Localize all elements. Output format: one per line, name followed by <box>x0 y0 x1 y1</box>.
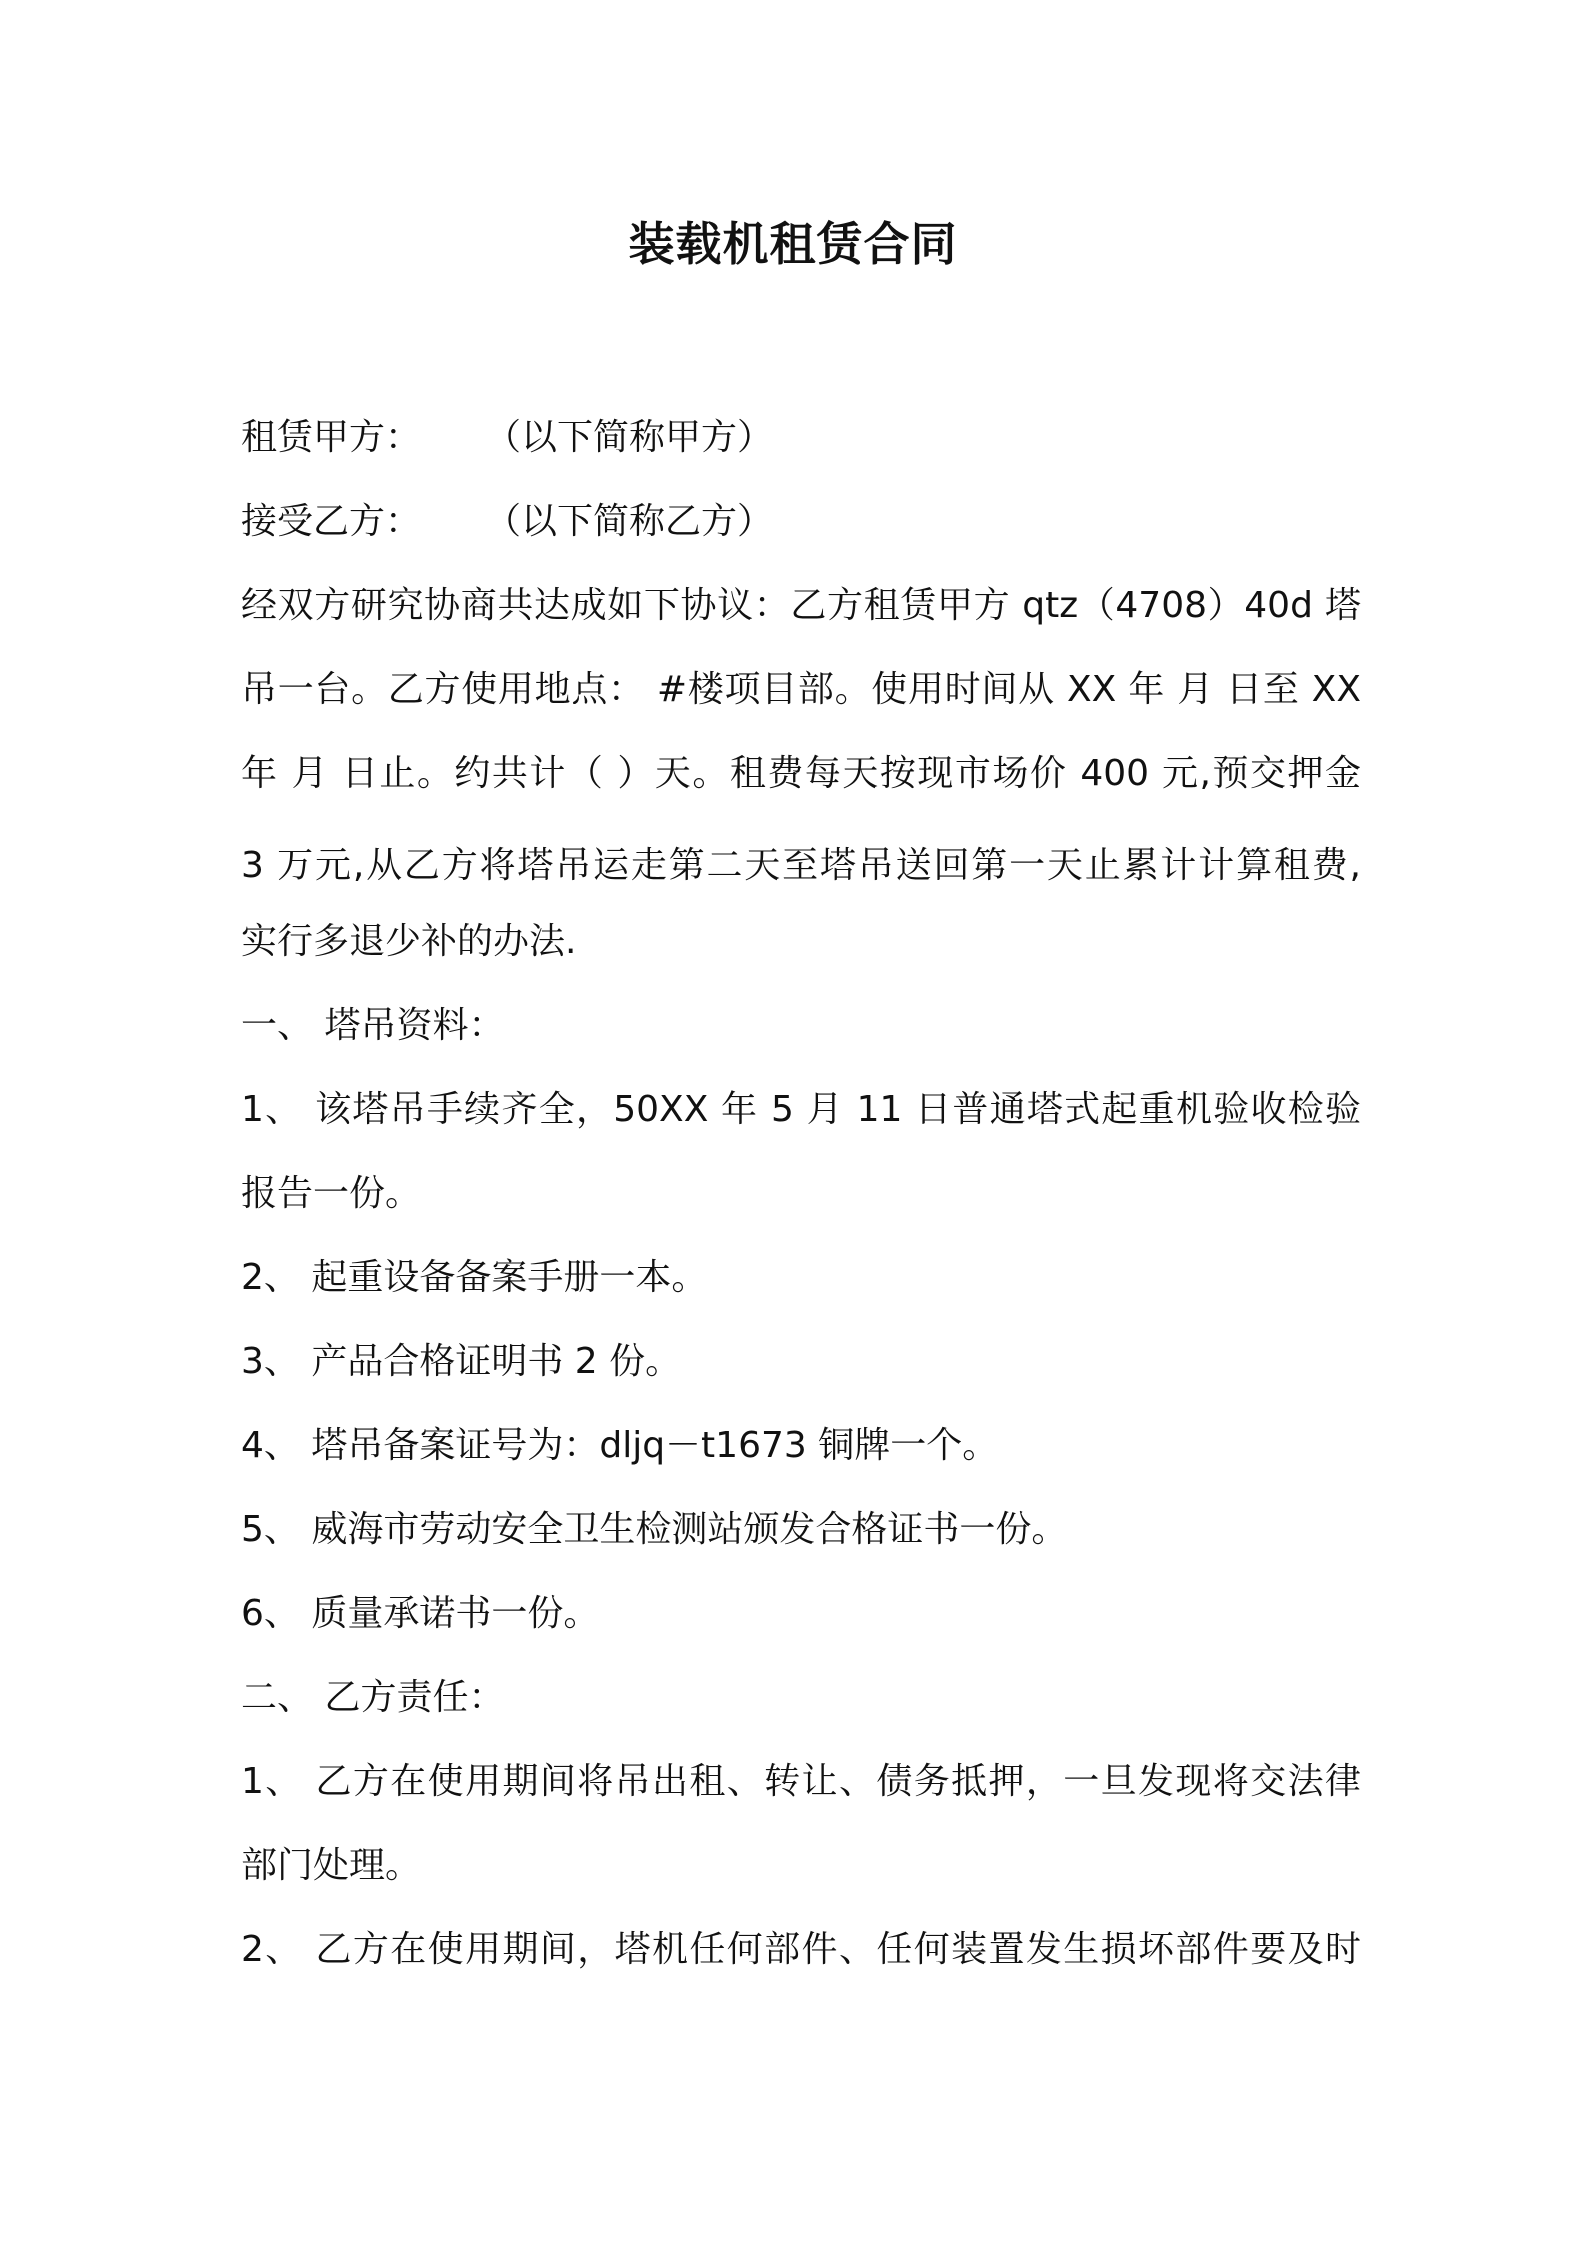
section-1-line-1: 1、 该塔吊手续齐全，50XX 年 5 月 11 日普通塔式起重机验收检验 <box>241 1089 1361 1130</box>
agreement-line-4: 3 万元,从乙方将塔吊运走第二天至塔吊送回第一天止累计计算租费, <box>241 845 1361 886</box>
agreement-line-3: 年 月 日止。约共计（ ）天。租费每天按现市场价 400 元,预交押金 <box>241 753 1361 794</box>
section-2-heading: 二、 乙方责任： <box>241 1677 505 1718</box>
section-1-line-6: 5、 威海市劳动安全卫生检测站颁发合格证书一份。 <box>241 1509 1068 1550</box>
party-b-label: 接受乙方： <box>241 501 422 542</box>
party-a-label: 租赁甲方： <box>241 417 422 458</box>
section-1-heading: 一、 塔吊资料： <box>241 1005 505 1046</box>
party-a-note: （以下简称甲方） <box>485 417 774 458</box>
party-b-note: （以下简称乙方） <box>485 501 774 542</box>
party-b-line <box>241 496 1361 548</box>
section-1-line-7: 6、 质量承诺书一份。 <box>241 1593 600 1634</box>
section-2-line-1: 1、 乙方在使用期间将吊出租、转让、债务抵押，一旦发现将交法律 <box>241 1761 1361 1802</box>
section-2-line-2: 部门处理。 <box>241 1845 422 1886</box>
document-title: 装载机租赁合同 <box>628 217 958 271</box>
agreement-line-1: 经双方研究协商共达成如下协议：乙方租赁甲方 qtz（4708）40d 塔 <box>241 585 1361 626</box>
agreement-line-2: 吊一台。乙方使用地点： #楼项目部。使用时间从 XX 年 月 日至 XX <box>241 669 1361 710</box>
section-2-line-3: 2、 乙方在使用期间，塔机任何部件、任何装置发生损坏部件要及时 <box>241 1929 1361 1970</box>
section-1-line-3: 2、 起重设备备案手册一本。 <box>241 1257 708 1298</box>
section-1-line-2: 报告一份。 <box>241 1173 422 1214</box>
party-a-line <box>241 412 1361 464</box>
agreement-line-5: 实行多退少补的办法. <box>241 921 577 962</box>
section-1-line-5: 4、 塔吊备案证号为：dljq－t1673 铜牌一个。 <box>241 1425 999 1466</box>
section-1-line-4: 3、 产品合格证明书 2 份。 <box>241 1341 682 1382</box>
